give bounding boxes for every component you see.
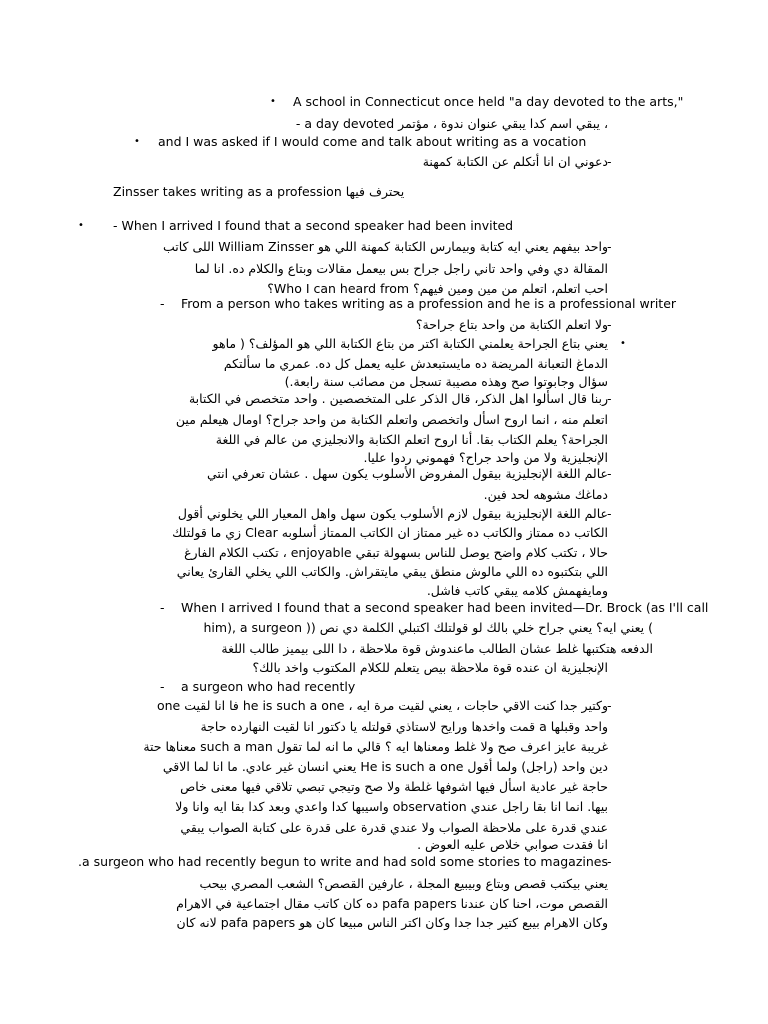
- text-line: ربنا قال اسألوا اهل الذكر، قال الذكر على المتخصصين . واحد متخصص في الكتابة: [188, 391, 608, 406]
- text-line: الإنجليزية ان عنده قوة ملاحظة بيص يتعلم للكلام المكتوب واخد بالك؟: [252, 660, 608, 675]
- text-line: اللي بتكتبوه ده اللي مالوش منطق يبقي مايتقراش. والكاتب اللي يخلي القارئ يعاني: [176, 564, 608, 579]
- list-dash: -: [607, 698, 612, 713]
- bullet-dot: •: [134, 136, 140, 147]
- list-dash: -: [607, 391, 612, 406]
- text-line: حالا ، تكتب كلام واضح يوصل للناس بسهولة تبقي enjoyable ، تكتب الكلام الفارغ: [184, 545, 608, 560]
- text-line: عالم اللغة الإنجليزية بيقول المفروض الأسلوب يكون سهل . عشان تعرفي انتي: [206, 466, 608, 481]
- list-dash: -: [607, 317, 612, 332]
- list-dash: -: [160, 296, 165, 311]
- text-line: المقالة دي وفي واحد تاني راجل جراح بس بيعمل مقالات وبتاع والكلام ده. انا لما: [194, 261, 608, 276]
- bullet-dot: •: [620, 338, 626, 349]
- text-line: عندي قدرة على ملاحظة الصواب ولا عندي قدرة على قدرة على كتابة الصواب يبقي: [180, 820, 608, 835]
- text-line: يعني بيكتب قصص وبتاع وبيبيع المجلة ، عارفين القصص؟ الشعب المصري بيحب: [199, 876, 608, 891]
- text-line: سؤال وجابوتوا صح وهذه مصيبة تسجل من مصائب سنة رابعة.): [284, 374, 608, 389]
- list-dash: -: [607, 854, 612, 869]
- text-line: القصص موت، احنا كان عندنا pafa papers ده كان كاتب مقال اجتماعية في الاهرام: [176, 896, 608, 911]
- list-dash: -: [607, 154, 612, 169]
- text-line: A school in Connecticut once held "a day devoted to the arts,": [293, 94, 684, 109]
- list-dash: -: [160, 600, 165, 615]
- text-line: When I arrived I found that a second speaker had been invited—Dr. Brock (as I'll call: [181, 600, 709, 615]
- text-line: him), a surgeon )) يعني ايه؟ يعني جراح خلي بالك لو قولتلك اكتبلي الكلمة دي نص (: [203, 620, 653, 635]
- text-line: - When I arrived I found that a second speaker had been invited: [113, 218, 514, 233]
- text-line: دماغك مشوهه لحد فين.: [483, 487, 608, 502]
- text-line: دعوني ان انا أتكلم عن الكتابة كمهنة: [422, 154, 608, 169]
- list-dash: -: [607, 466, 612, 481]
- text-line: ولا اتعلم الكتابة من واحد بتاع جراحة؟: [415, 317, 608, 332]
- text-line: اتعلم منه ، انما اروح اسأل واتخصص واتعلم الكتابة من واحد جراح؟ اومال هيعلم مين: [175, 412, 608, 427]
- text-line: احب اتعلم، اتعلم من مين ومين فيهم؟ Who I can heard from؟: [267, 281, 608, 296]
- text-line: وكان الاهرام بيبع كتير جدا جدا وكان اكتر الناس مبيعا كان هو pafa papers لانه كان: [176, 915, 608, 930]
- text-line: الدفعه هتكتبها غلط عشان الطالب ماعندوش قوة ملاحظة ، دا اللى بيميز طالب اللغة: [221, 641, 653, 656]
- text-line: عالم اللغة الإنجليزية بيقول لازم الأسلوب يكون سهل واهل المعيار اللي يخلوني أقول: [177, 506, 608, 521]
- text-line: انا فقدت صوابي خلاص عليه العوض .: [417, 837, 608, 852]
- text-line: a surgeon who had recently: [181, 679, 356, 694]
- text-line: غريبة عايز اعرف صح ولا غلط ومعناها ايه ؟ قالي ما انه لما تقول such a man معناها حتة: [143, 739, 608, 754]
- text-line: From a person who takes writing as a profession and he is a professional writer: [181, 296, 677, 311]
- text-line: يعني بتاع الجراحة يعلمني الكتابة اكتر من بتاع الكتابة اللي هو المؤلف؟ ( ماهو: [212, 336, 608, 351]
- text-line: الكاتب ده ممتاز والكاتب ده غير ممتاز ان الكاتب الممتاز أسلوبه Clear زي ما قولتلك: [172, 525, 608, 540]
- list-dash: -: [160, 679, 165, 694]
- text-line: واحد وقبلها a قمت واخدها ورايح لاستاذي قولتله يا دكتور انا لقيت النهارده حاجة: [200, 719, 608, 734]
- text-line: الدماغ التعبانة المريضة ده مايستبعدش عليه يعمل كل ده. عمري ما سألتكم: [223, 356, 608, 371]
- text-line: Zinsser takes writing as a profession يحترف فيها: [113, 184, 405, 199]
- text-line: دين واحد (راجل) ولما أقول He is such a one يعني انسان غير عادي. ما انا لما الاقي: [162, 759, 608, 774]
- text-line: الإنجليزية ولا من واحد جراح؟ فهموني ردوا عليا.: [363, 450, 608, 465]
- text-line: واحد بيفهم يعني ايه كتابة وبيمارس الكتابة كمهنة اللي هو William Zinsser اللى كاتب: [162, 239, 608, 254]
- bullet-dot: •: [270, 96, 276, 107]
- text-line: الجراحة؟ يعلم الكتاب بقا. أنا اروح اتعلم الكتابة والانجليزي من عالم في اللغة: [215, 432, 608, 447]
- text-line: .a surgeon who had recently begun to write and had sold some stories to magazines: [78, 854, 608, 869]
- text-line: بيها. انما انا بقا راجل عندي observation واسيبها كدا واعدي وبعد كدا بقا ايه وانا ولا: [175, 799, 608, 814]
- text-line: and I was asked if I would come and talk about writing as a vocation: [158, 134, 587, 149]
- bullet-dot: •: [78, 220, 84, 231]
- text-line: - a day devoted يبقي اسم كدا يبقي عنوان ندوة ، مؤتمر ،: [295, 116, 608, 131]
- list-dash: -: [607, 239, 612, 254]
- text-line: وكتير جدا كنت الاقي حاجات ، يعني لقيت مرة ايه ، he is such a one فا انا لقيت one: [156, 698, 608, 713]
- text-line: ومايفهمش كلامه يبقي كاتب فاشل.: [426, 583, 608, 598]
- list-dash: -: [607, 506, 612, 521]
- text-line: حاجة غير عادية اسأل فيها اشوفها غلطة ولا صح وتيجي تبصي تلاقي فيها معنى خاص: [180, 779, 608, 794]
